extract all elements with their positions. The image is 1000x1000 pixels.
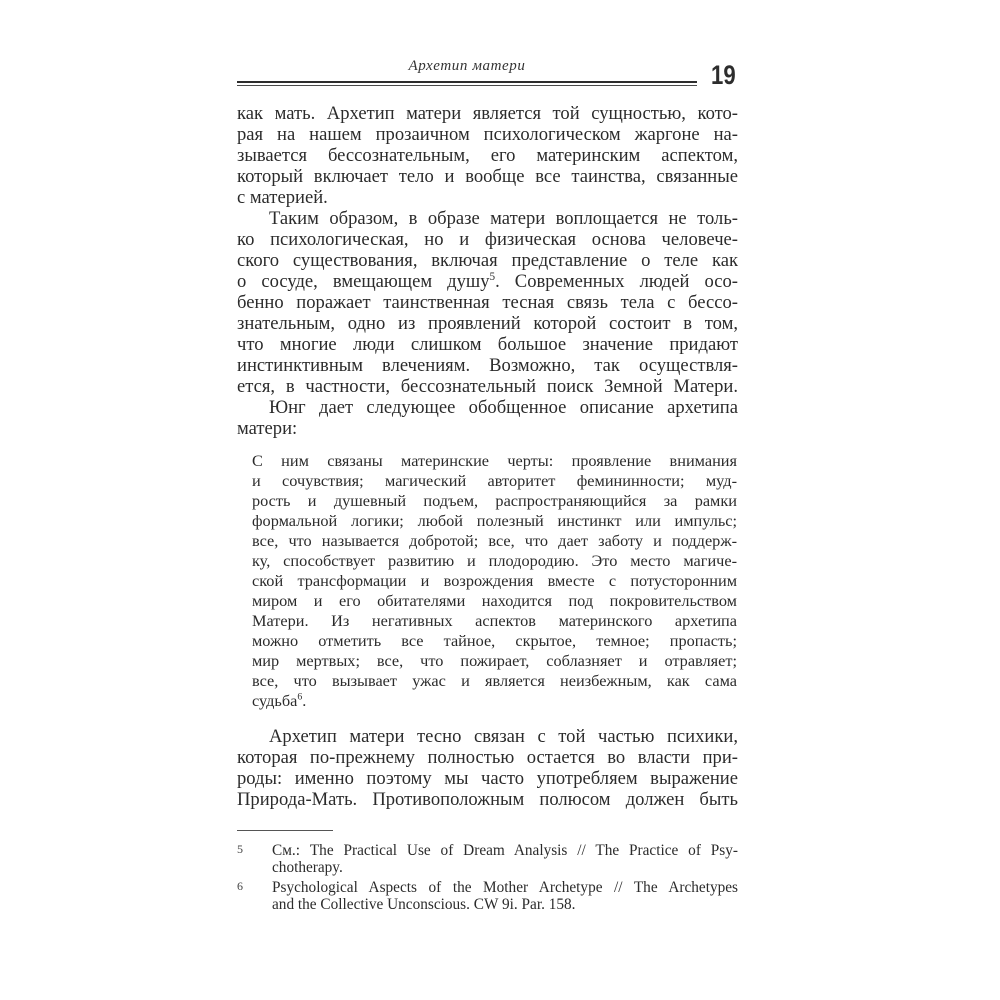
text-line: Архетип матери тесно связан с той частью психики,	[269, 726, 738, 747]
text-line: бенно поражает таинственная тесная связь тела с бессо-	[237, 292, 738, 313]
footnote-line: and the Collective Unconscious. CW 9i. Par. 158.	[272, 896, 576, 913]
header-rule-thick	[237, 81, 697, 83]
text-line: матери:	[237, 418, 298, 439]
text-line: Таким образом, в образе матери воплощается не толь-	[269, 208, 738, 229]
text-segment: судьба	[252, 691, 298, 710]
text-segment: о сосуде, вмещающем душу	[237, 271, 490, 292]
text-line: инстинктивным влечениям. Возможно, так осуществля-	[237, 355, 738, 376]
text-segment: .	[302, 691, 307, 710]
footnote-line: См.: The Practical Use of Dream Analysis // The Practice of Psy-	[272, 842, 738, 859]
quote-line: ку, способствует развитию и плодородию. Это место магиче-	[252, 551, 737, 570]
text-segment: . Современных людей осо-	[495, 271, 738, 292]
page-number: 19	[711, 60, 736, 90]
quote-line: С ним связаны материнские черты: проявление внимания	[252, 451, 737, 470]
running-title: Архетип матери	[408, 58, 526, 74]
footnote-rule	[237, 830, 333, 831]
quote-line: все, что называется добротой; все, что дает заботу и поддерж-	[252, 531, 737, 550]
text-line: роды: именно поэтому мы часто употребляем выражение	[237, 768, 738, 789]
quote-line: миром и его обитателями находится под покровительством	[252, 591, 737, 610]
text-line: который включает тело и вообще все таинства, связанные	[237, 166, 738, 187]
footnote-number: 5	[237, 842, 243, 856]
footnote-line: Psychological Aspects of the Mother Archetype // The Archetypes	[272, 879, 738, 896]
text-line: ского существования, включая представление о теле как	[237, 250, 738, 271]
quote-line	[252, 691, 737, 711]
text-line: которая по-прежнему полностью остается во власти при-	[237, 747, 738, 768]
text-line: ется, в частности, бессознательный поиск Земной Матери.	[237, 376, 738, 397]
quote-line: можно отметить все тайное, скрытое, темное; пропасть;	[252, 631, 737, 650]
text-line: знательным, одно из проявлений которой состоит в том,	[237, 313, 738, 334]
text-line: как мать. Архетип матери является той сущностью, кото-	[237, 103, 738, 124]
footnote-line: chotherapy.	[272, 859, 343, 876]
text-line	[237, 271, 738, 292]
quote-line: Матери. Из негативных аспектов материнского архетипа	[252, 611, 737, 630]
footnote-ref-5[interactable]: 5	[489, 270, 496, 283]
text-line: ко психологическая, но и физическая основа человече-	[237, 229, 738, 250]
header-rule-thin	[237, 85, 697, 86]
text-line: Юнг дает следующее обобщенное описание архетипа	[269, 397, 738, 418]
quote-line: формальной логики; любой полезный инстинкт или импульс;	[252, 511, 737, 530]
text-line: рая на нашем прозаичном психологическом жаргоне на-	[237, 124, 738, 145]
quote-line: все, что вызывает ужас и является неизбежным, как сама	[252, 671, 737, 690]
text-line: зывается бессознательным, его материнским аспектом,	[237, 145, 738, 166]
quote-line: рость и душевный подъем, распространяющийся за рамки	[252, 491, 737, 510]
footnote-number: 6	[237, 879, 243, 893]
text-line: что многие люди слишком большое значение придают	[237, 334, 738, 355]
text-line: с материей.	[237, 187, 328, 208]
quote-line: и сочувствия; магический авторитет фемининности; муд-	[252, 471, 737, 490]
text-line: Природа-Мать. Противоположным полюсом должен быть	[237, 789, 738, 810]
quote-line: мир мертвых; все, что пожирает, соблазняет и отравляет;	[252, 651, 737, 670]
quote-line: ской трансформации и возрождения вместе с потусторонним	[252, 571, 737, 590]
footnote-ref-6[interactable]: 6	[297, 691, 303, 703]
